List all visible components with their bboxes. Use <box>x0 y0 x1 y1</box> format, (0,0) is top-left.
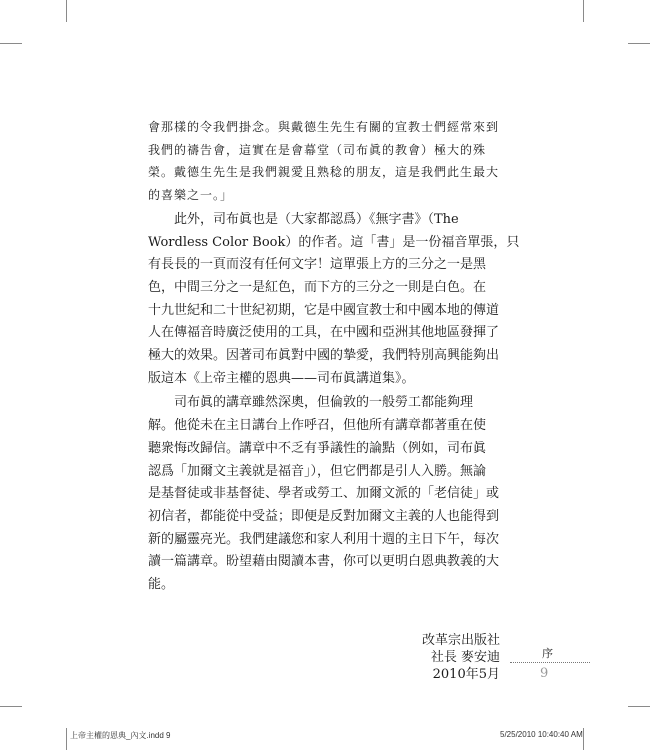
text-line: 有長長的一頁而沒有任何文字！這單張上方的三分之一是黑 <box>148 257 487 273</box>
text-line: 會那樣的令我們掛念。與戴德生先生有關的宣教士們經常來到 <box>148 120 500 134</box>
paragraph-quote <box>148 116 500 207</box>
crop-mark <box>66 728 67 750</box>
president-name: 社長 麥安迪 <box>430 650 500 665</box>
text-line: 十九世紀和二十世紀初期，它是中國宣教士和中國本地的傳道 <box>148 302 500 318</box>
crop-mark <box>628 706 650 707</box>
crop-mark <box>0 706 22 707</box>
text-line: 解。他從未在主日講台上作呼召，但他所有講章都著重在使 <box>148 418 487 434</box>
text-line: 色，中間三分之一是紅色，而下方的三分之一則是白色。在 <box>148 279 487 295</box>
slug-filename: 上帝主權的恩典_內文.indd 9 <box>70 731 171 740</box>
text-line: Wordless Color Book）的作者。這「書」是一份福音單張，只 <box>148 234 520 250</box>
text-line: 榮。戴德生先生是我們親愛且熟稔的朋友，這是我們此生最大 <box>148 165 500 180</box>
text-line: 新的屬靈亮光。我們建議您和家人利用十週的主日下午，每次 <box>148 531 500 547</box>
crop-mark <box>66 0 67 22</box>
text-line: 認爲「加爾文主義就是福音」），但它們都是引人入勝。無論 <box>148 463 487 479</box>
signature-date: 2010年5月 <box>432 667 500 682</box>
paragraph-wordless-book <box>148 209 520 391</box>
slug-timestamp: 5/25/2010 10:40:40 AM <box>500 730 583 739</box>
text-line: 的喜樂之一。」 <box>148 188 234 203</box>
text-line: 我們的禱告會，這實在是會幕堂（司布眞的教會）極大的殊 <box>148 142 487 157</box>
page-number: 9 <box>540 666 549 681</box>
crop-mark <box>583 728 584 750</box>
crop-mark <box>0 43 22 44</box>
text-line: 是基督徒或非基督徒、學者或勞工、加爾文派的「老信徒」或 <box>148 486 500 502</box>
section-label: 序 <box>542 647 553 660</box>
body-text <box>148 116 520 597</box>
section-divider <box>510 662 590 663</box>
publisher-name: 改革宗出版社 <box>421 633 500 648</box>
text-line: 人在傳福音時廣泛使用的工具，在中國和亞洲其他地區發揮了 <box>148 325 500 341</box>
text-line: 極大的效果。因著司布眞對中國的摯愛，我們特別高興能夠出 <box>148 348 500 364</box>
text-line: 讀一篇講章。盼望藉由閱讀本書，你可以更明白恩典教義的大 <box>148 554 500 570</box>
text-line: 初信者，都能從中受益；即便是反對加爾文主義的人也能得到 <box>148 508 500 524</box>
paragraph-sermons <box>148 392 500 596</box>
signature-block <box>390 632 500 683</box>
text-line: 能。 <box>148 577 175 593</box>
text-line: 聽衆悔改歸信。講章中不乏有爭議性的論點（例如，司布眞 <box>148 440 487 456</box>
crop-mark <box>583 0 584 22</box>
text-line: 司布眞的講章雖然深奧，但倫敦的一般勞工都能夠理 <box>174 395 474 411</box>
text-line: 此外，司布眞也是（大家都認爲）《無字書》（The <box>174 211 459 227</box>
crop-mark <box>628 43 650 44</box>
text-line: 版這本《上帝主權的恩典——司布眞講道集》。 <box>148 370 415 386</box>
